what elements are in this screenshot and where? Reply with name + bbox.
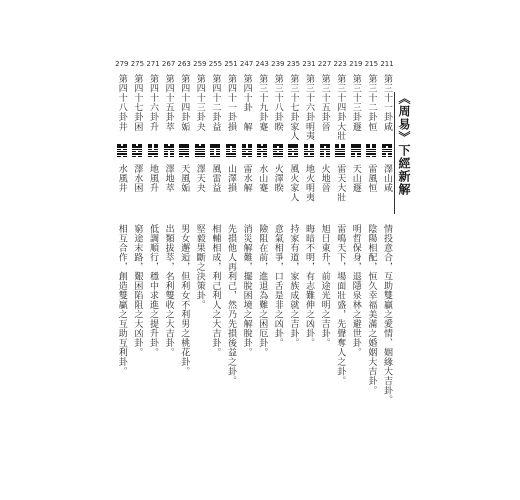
- hexagram-description: 險阻在前，進退為難之困厄卦。: [257, 224, 268, 357]
- hexagram-symbol-icon: [288, 144, 298, 158]
- yang-line: [288, 156, 298, 158]
- hexagram-trigrams: 雷天大壯: [335, 164, 346, 202]
- page-number: 255: [208, 60, 223, 68]
- hexagram-trigrams: 地風升: [148, 164, 158, 193]
- hexagram-symbol-icon: [304, 144, 314, 158]
- hexagram-ordinal: 第三十八卦: [272, 74, 283, 122]
- hexagram-name: 遯: [350, 122, 361, 131]
- toc-entry: [380, 60, 394, 405]
- yin-line: [357, 156, 361, 158]
- page-number: 235: [286, 60, 301, 68]
- hexagram-trigrams: 水山蹇: [257, 164, 268, 193]
- toc-entry: [177, 60, 191, 390]
- hexagram-trigrams: 澤山咸: [382, 164, 392, 193]
- yin-line: [117, 156, 121, 158]
- hexagram-symbol-icon: [273, 144, 283, 158]
- hexagram-name: 井: [116, 122, 127, 131]
- hexagram-trigrams: 澤地萃: [163, 164, 174, 193]
- page-number: 279: [115, 60, 129, 68]
- toc-entry: [115, 60, 129, 390]
- hexagram-ordinal: 第三十七卦: [288, 74, 299, 122]
- hexagram-name: 蹇: [257, 122, 268, 131]
- hexagram-ordinal: 第四十三卦: [194, 74, 205, 122]
- hexagram-trigrams: 水風井: [116, 164, 127, 193]
- hexagram-symbol-icon: [117, 144, 127, 158]
- hexagram-name: 萃: [163, 122, 174, 131]
- hexagram-description: 窮途末路，艱困陷阻之大凶卦。: [132, 224, 143, 357]
- hexagram-symbol-icon: [366, 144, 376, 158]
- hexagram-trigrams: 地火明夷: [304, 164, 314, 202]
- hexagram-name: 解: [241, 122, 252, 131]
- hexagram-ordinal: 第三十三卦: [350, 74, 361, 122]
- hexagram-trigrams: 風雷益: [210, 164, 221, 193]
- hexagram-ordinal: 第四十八卦: [116, 74, 127, 122]
- hexagram-description: 低調順行，穩中求進之提升卦。: [148, 224, 158, 357]
- running-head: 《周易》下經新解: [397, 92, 411, 196]
- toc-entry: [193, 60, 207, 390]
- page-number: 259: [193, 60, 207, 68]
- hexagram-symbol-icon: [242, 144, 252, 158]
- page-number: 215: [364, 60, 379, 68]
- hexagram-name: 睽: [272, 122, 283, 131]
- yang-line: [195, 156, 205, 158]
- hexagram-trigrams: 天山遯: [350, 164, 361, 193]
- yang-line: [226, 156, 236, 158]
- page-number: 275: [130, 60, 145, 68]
- page-number: 243: [255, 60, 269, 68]
- yin-line: [366, 156, 370, 158]
- hexagram-symbol-icon: [148, 144, 158, 158]
- yin-line: [170, 156, 174, 158]
- hexagram-ordinal: 第三十一卦: [382, 74, 392, 122]
- hexagram-name: 恒: [366, 122, 377, 131]
- hexagram-name: 困: [132, 122, 143, 131]
- hexagram-name: 大壯: [335, 122, 346, 140]
- hexagram-trigrams: 天風姤: [179, 164, 190, 193]
- yang-line: [273, 156, 283, 158]
- hexagram-description: 意氣相爭，口舌是非之凶卦。: [272, 224, 283, 348]
- hexagram-symbol-icon: [351, 144, 361, 158]
- hexagram-name: 姤: [179, 122, 190, 131]
- hexagram-description: 消災解難，擺脫困境之解脫卦。: [241, 224, 252, 357]
- yang-line: [335, 156, 345, 158]
- toc-entry: [130, 60, 144, 390]
- hexagram-description: 陰陽相配，恒久幸福美滿之婚姻大吉卦。: [366, 224, 377, 395]
- hexagram-description: 相互合作，創造雙贏之互助互利卦。: [116, 224, 127, 376]
- hexagram-description: 出類拔萃，名利雙收之大吉卦。: [163, 224, 174, 357]
- yin-line: [132, 156, 136, 158]
- page-number: 227: [317, 60, 332, 68]
- hexagram-name: 咸: [382, 122, 392, 131]
- hexagram-trigrams: 火地晉: [319, 164, 330, 193]
- yin-line: [148, 156, 152, 158]
- hexagram-description: 情投意合，互助雙贏之愛情、姻緣大吉卦。: [382, 224, 392, 405]
- yin-line: [388, 156, 392, 158]
- toc-entry: [146, 60, 160, 390]
- hexagram-symbol-icon: [164, 144, 174, 158]
- hexagram-description: 明哲保身，退隱泉林之避世卦。: [350, 224, 361, 357]
- hexagram-symbol-icon: [335, 144, 345, 158]
- hexagram-name: 夬: [194, 122, 205, 131]
- page-number: 239: [271, 60, 285, 68]
- hexagram-ordinal: 第四十四卦: [179, 74, 190, 122]
- toc-entry: [255, 60, 269, 390]
- yin-line: [248, 156, 252, 158]
- hexagram-name: 升: [148, 122, 158, 131]
- hexagram-symbol-icon: [179, 144, 189, 158]
- hexagram-symbol-icon: [210, 144, 220, 158]
- page-number: 223: [333, 60, 347, 68]
- yin-line: [320, 156, 324, 158]
- hexagram-description: 先損他人再利己，然乃先損後益之卦。: [226, 224, 236, 386]
- page-number: 211: [380, 60, 394, 68]
- yin-line: [326, 156, 330, 158]
- toc-entry: [318, 60, 332, 390]
- hexagram-ordinal: 第四十一卦: [226, 74, 236, 122]
- page-number: 263: [177, 60, 191, 68]
- hexagram-trigrams: 雷風恒: [366, 164, 377, 193]
- hexagram-name: 晉: [319, 122, 330, 131]
- yin-line: [382, 156, 386, 158]
- page-number: 271: [146, 60, 160, 68]
- hexagram-trigrams: 風火家人: [288, 164, 299, 202]
- hexagram-ordinal: 第三十六卦: [304, 74, 314, 122]
- yin-line: [257, 156, 261, 158]
- hexagram-symbol-icon: [257, 144, 267, 158]
- yin-line: [154, 156, 158, 158]
- toc-entry: [271, 60, 285, 390]
- yang-line: [304, 156, 314, 158]
- yin-line: [123, 156, 127, 158]
- hexagram-trigrams: 山澤損: [226, 164, 236, 193]
- table-of-contents: [114, 60, 394, 405]
- hexagram-ordinal: 第四十六卦: [148, 74, 158, 122]
- yin-line: [179, 156, 183, 158]
- hexagram-name: 益: [210, 122, 221, 131]
- page-number: 267: [161, 60, 176, 68]
- yin-line: [164, 156, 168, 158]
- page-number: 231: [302, 60, 316, 68]
- hexagram-ordinal: 第四十二卦: [210, 74, 221, 122]
- yin-line: [138, 156, 142, 158]
- page-number: 251: [224, 60, 238, 68]
- hexagram-ordinal: 第四十七卦: [132, 74, 143, 122]
- hexagram-trigrams: 雷水解: [241, 164, 252, 193]
- toc-entry: [240, 60, 254, 390]
- yang-line: [210, 156, 220, 158]
- hexagram-name: 家人: [288, 122, 299, 140]
- toc-entry: [364, 60, 379, 395]
- hexagram-symbol-icon: [320, 144, 330, 158]
- toc-entry: [286, 60, 300, 390]
- toc-entry: [208, 60, 222, 390]
- hexagram-name: 明夷: [304, 122, 314, 140]
- yin-line: [372, 156, 376, 158]
- hexagram-symbol-icon: [195, 144, 205, 158]
- hexagram-trigrams: 火澤睽: [272, 164, 283, 193]
- toc-entry: [302, 60, 316, 390]
- yin-line: [242, 156, 246, 158]
- hexagram-symbol-icon: [226, 144, 236, 158]
- running-head-rule: [394, 92, 395, 214]
- hexagram-ordinal: 第三十四卦: [335, 74, 346, 122]
- hexagram-ordinal: 第四十五卦: [163, 74, 174, 122]
- hexagram-description: 相輔相成，利己利人之大吉卦。: [210, 224, 221, 357]
- hexagram-ordinal: 第四十卦: [241, 74, 252, 112]
- hexagram-description: 堅毅果斷之決策卦。: [194, 224, 205, 310]
- hexagram-name: 損: [226, 122, 236, 131]
- hexagram-trigrams: 澤水困: [132, 164, 143, 193]
- hexagram-symbol-icon: [132, 144, 142, 158]
- hexagram-trigrams: 澤天夬: [194, 164, 205, 193]
- hexagram-ordinal: 第三十九卦: [257, 74, 268, 122]
- hexagram-description: 旭日東升，前途光明之吉卦。: [319, 224, 330, 348]
- toc-entry: [333, 60, 347, 390]
- hexagram-description: 雷鳴天下，場面壯盛，先聲奪人之卦。: [335, 224, 346, 386]
- page-number: 219: [349, 60, 363, 68]
- hexagram-description: 男女邂逅，但利女不利男之桃花卦。: [179, 224, 190, 376]
- yin-line: [351, 156, 355, 158]
- toc-entry: [162, 60, 176, 390]
- page-number: 247: [239, 60, 254, 68]
- toc-entry: [224, 60, 238, 390]
- hexagram-ordinal: 第三十五卦: [319, 74, 330, 122]
- yin-line: [185, 156, 189, 158]
- hexagram-description: 晦暗不明，有志難伸之凶卦。: [304, 224, 314, 348]
- hexagram-symbol-icon: [382, 144, 392, 158]
- hexagram-description: 持家有道，家族成就之吉卦。: [288, 224, 299, 348]
- yin-line: [263, 156, 267, 158]
- toc-entry: [349, 60, 363, 390]
- hexagram-ordinal: 第三十二卦: [366, 74, 377, 122]
